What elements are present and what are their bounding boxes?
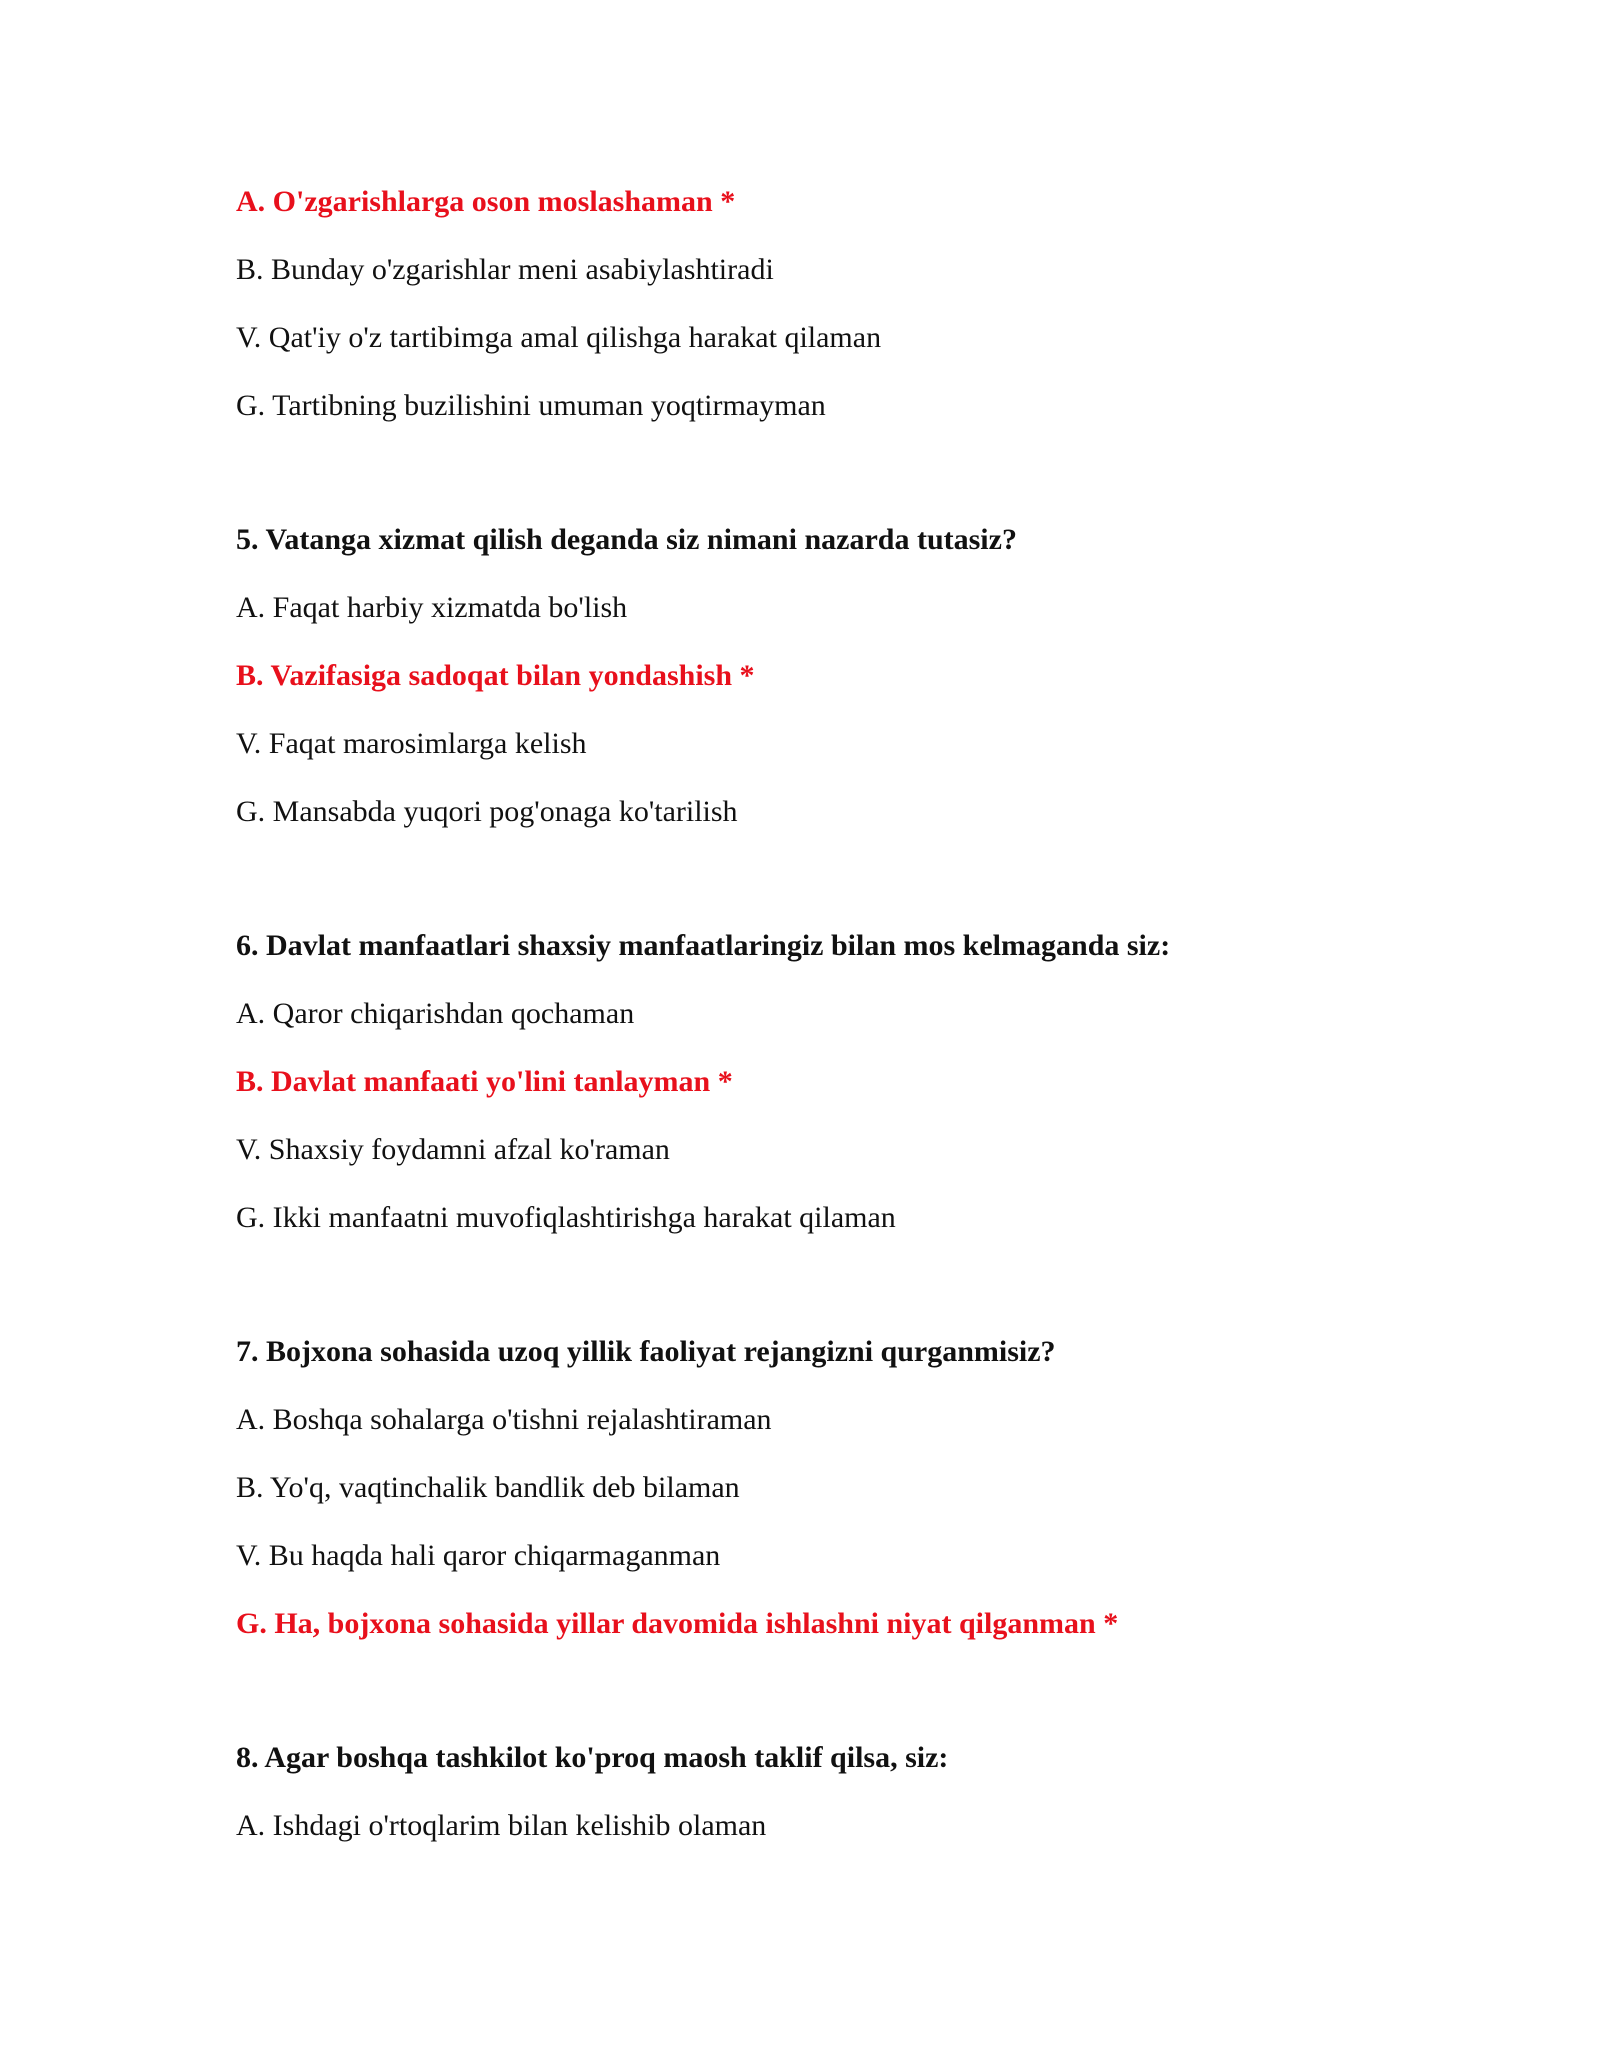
answer-option-correct: B. Vazifasiga sadoqat bilan yondashish *: [236, 659, 755, 692]
question-block-5: [236, 521, 1436, 831]
question-block-7: [236, 1333, 1436, 1643]
spacer: [236, 1267, 1436, 1333]
answer-option: B. Yo'q, vaqtinchalik bandlik deb bilaman: [236, 1471, 740, 1504]
answer-option: A. Faqat harbiy xizmatda bo'lish: [236, 591, 628, 624]
question-text: 8. Agar boshqa tashkilot ko'proq maosh taklif qilsa, siz:: [236, 1741, 949, 1774]
question-block-6: [236, 927, 1436, 1237]
answer-option-correct: G. Ha, bojxona sohasida yillar davomida ishlashni niyat qilganman *: [236, 1607, 1119, 1640]
question-block-8: [236, 1739, 1436, 1845]
answer-option: V. Qat'iy o'z tartibimga amal qilishga harakat qilaman: [236, 321, 882, 354]
answer-option: V. Shaxsiy foydamni afzal ko'raman: [236, 1133, 670, 1166]
answer-option: G. Mansabda yuqori pog'onaga ko'tarilish: [236, 795, 738, 828]
spacer: [236, 861, 1436, 927]
question-text: 5. Vatanga xizmat qilish deganda siz nimani nazarda tutasiz?: [236, 523, 1017, 556]
question-block-4: [236, 183, 1436, 425]
quiz-content: [236, 183, 1436, 1875]
answer-option: V. Faqat marosimlarga kelish: [236, 727, 587, 760]
answer-option: G. Ikki manfaatni muvofiqlashtirishga harakat qilaman: [236, 1201, 896, 1234]
answer-option: A. Boshqa sohalarga o'tishni rejalashtiraman: [236, 1403, 772, 1436]
answer-option-correct: A. O'zgarishlarga oson moslashaman *: [236, 185, 736, 218]
question-text: 6. Davlat manfaatlari shaxsiy manfaatlaringiz bilan mos kelmaganda siz:: [236, 929, 1171, 962]
answer-option: V. Bu haqda hali qaror chiqarmaganman: [236, 1539, 721, 1572]
answer-option-correct: B. Davlat manfaati yo'lini tanlayman *: [236, 1065, 733, 1098]
question-text: 7. Bojxona sohasida uzoq yillik faoliyat rejangizni qurganmisiz?: [236, 1335, 1056, 1368]
spacer: [236, 455, 1436, 521]
spacer: [236, 1673, 1436, 1739]
answer-option: A. Ishdagi o'rtoqlarim bilan kelishib olaman: [236, 1809, 767, 1842]
answer-option: G. Tartibning buzilishini umuman yoqtirmayman: [236, 389, 826, 422]
answer-option: B. Bunday o'zgarishlar meni asabiylashtiradi: [236, 253, 774, 286]
answer-option: A. Qaror chiqarishdan qochaman: [236, 997, 635, 1030]
